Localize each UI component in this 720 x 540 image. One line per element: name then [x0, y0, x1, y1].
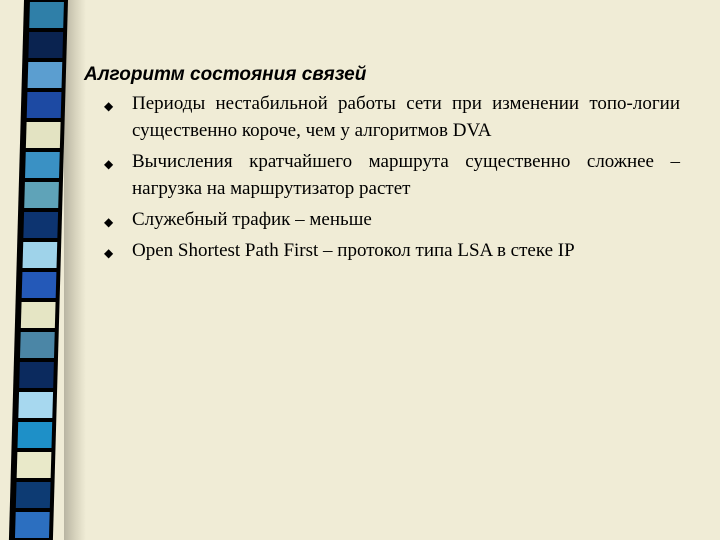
- decorative-stripe: [28, 32, 63, 58]
- diamond-bullet-icon: ◆: [104, 215, 114, 229]
- decorative-stripe: [18, 392, 53, 418]
- bullet-text: Служебный трафик – меньше: [132, 209, 372, 230]
- decorative-stripe-column: [9, 0, 68, 540]
- decorative-stripe: [26, 122, 61, 148]
- decorative-stripe: [24, 182, 59, 208]
- decorative-stripe: [22, 272, 57, 298]
- bullet-text: Периоды нестабильной работы сети при изменении топо-логии существенно короче, чем у алгоритмов DVA: [132, 93, 680, 141]
- decorative-stripe: [20, 332, 55, 358]
- decorative-stripe: [23, 212, 58, 238]
- bullet-list: [100, 90, 680, 268]
- decorative-stripe: [16, 482, 51, 508]
- decorative-stripe: [19, 362, 54, 388]
- decorative-shadow: [64, 0, 86, 540]
- diamond-bullet-icon: ◆: [104, 157, 114, 171]
- decorative-stripe: [25, 152, 60, 178]
- bullet-item: [100, 90, 680, 144]
- decorative-stripe: [15, 512, 50, 538]
- decorative-stripe: [29, 2, 64, 28]
- decorative-stripe: [23, 242, 58, 268]
- bullet-item: [100, 148, 680, 202]
- diamond-bullet-icon: ◆: [104, 99, 114, 113]
- diamond-bullet-icon: ◆: [104, 246, 114, 260]
- bullet-item: [100, 206, 680, 233]
- decorative-stripe: [17, 422, 52, 448]
- decorative-stripe: [21, 302, 56, 328]
- bullet-text: Вычисления кратчайшего маршрута существенно сложнее – нагрузка на маршрутизатор растет: [132, 151, 680, 199]
- decorative-stripe: [27, 92, 62, 118]
- decorative-stripe: [17, 452, 52, 478]
- bullet-item: [100, 237, 680, 264]
- decorative-stripe: [28, 62, 63, 88]
- slide-title: Алгоритм состояния связей: [84, 64, 367, 85]
- bullet-text: Open Shortest Path First – протокол типа LSA в стеке IP: [132, 240, 575, 261]
